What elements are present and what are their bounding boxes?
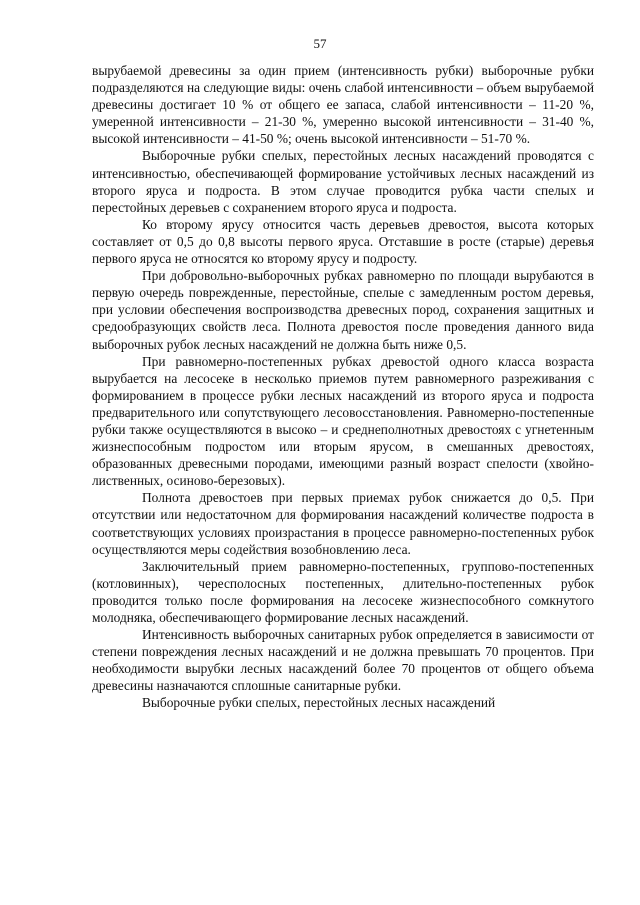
document-body [92, 62, 594, 712]
paragraph-sanitary: Интенсивность выборочных санитарных рубок определяется в зависимости от степени повреждения лесных насаждений и не должна превышать 70 процентов. При необходимости вырубки лесных насаждений более 70 процентов от общего объема древесины назначаются сплошные санитарные рубки. [92, 627, 594, 694]
paragraph-voluntary-selective: При добровольно-выборочных рубках равномерно по площади вырубаются в первую очередь поврежденные, перестойные, спелые с замедленным ростом деревья, при условии обеспечения воспроизводства древесных пород, сохранения защитных и средообразующих свойств леса. Полнота древостоя после проведения данного вида выборочных рубок лесных насаждений не должна быть ниже 0,5. [92, 268, 594, 352]
page-number: 57 [313, 36, 327, 51]
paragraph-uniform-gradual: При равномерно-постепенных рубках древостой одного класса возраста вырубается на лесосеке в несколько приемов путем равномерного разреживания с формированием в процессе рубки лесных насаждений из второго яруса и подроста предварительного или сопутствующего лесовосстановления. Равномерно-постепенные рубки также осуществляются в высоко – и среднеполнотных древостоях с угнетенным жизнеспособным подростом или вторым ярусом, в смешанных древостоях, образованных древесными породами, имеющими разный возраст спелости (хвойно-лиственных, осиново-березовых). [92, 353, 594, 489]
paragraph-mature-stands: Выборочные рубки спелых, перестойных лесных насаждений проводятся с интенсивностью, обеспечивающей формирование устойчивых лесных насаждений из второго яруса и подроста. В этом случае проводится рубка части спелых и перестойных деревьев с сохранением второго яруса и подроста. [92, 148, 594, 215]
paragraph-density: Полнота древостоев при первых приемах рубок снижается до 0,5. При отсутствии или недостаточном для формирования насаждений количестве подроста в соответствующих условиях произрастания в процессе равномерно-постепенных рубок осуществляются меры содействия возобновлению леса. [92, 490, 594, 557]
paragraph-final-cut: Заключительный прием равномерно-постепенных, группово-постепенных (котловинных), чересполосных постепенных, длительно-постепенных рубок проводится только после формирования на лесосеке жизнеспособного сомкнутого молодняка, обеспечивающего формирование лесных насаждений. [92, 558, 594, 625]
paragraph-continued: Выборочные рубки спелых, перестойных лесных насаждений [142, 695, 496, 711]
paragraph-intensity-classes: вырубаемой древесины за один прием (интенсивность рубки) выборочные рубки подразделяются на следующие виды: очень слабой интенсивности – объем вырубаемой древесины достигает 10 % от общего ее запаса, слабой интенсивности – 11-20 %, умеренной интенсивности – 21-30 %, умеренно высокой интенсивности – 31-40 %, высокой интенсивности – 41-50 %; очень высокой интенсивности – 51-70 %. [92, 63, 594, 147]
paragraph-second-tier: Ко второму ярусу относится часть деревьев древостоя, высота которых составляет от 0,5 до 0,8 высоты первого яруса. Отставшие в росте (старые) деревья первого яруса не относятся ко второму ярусу и подросту. [92, 216, 594, 267]
